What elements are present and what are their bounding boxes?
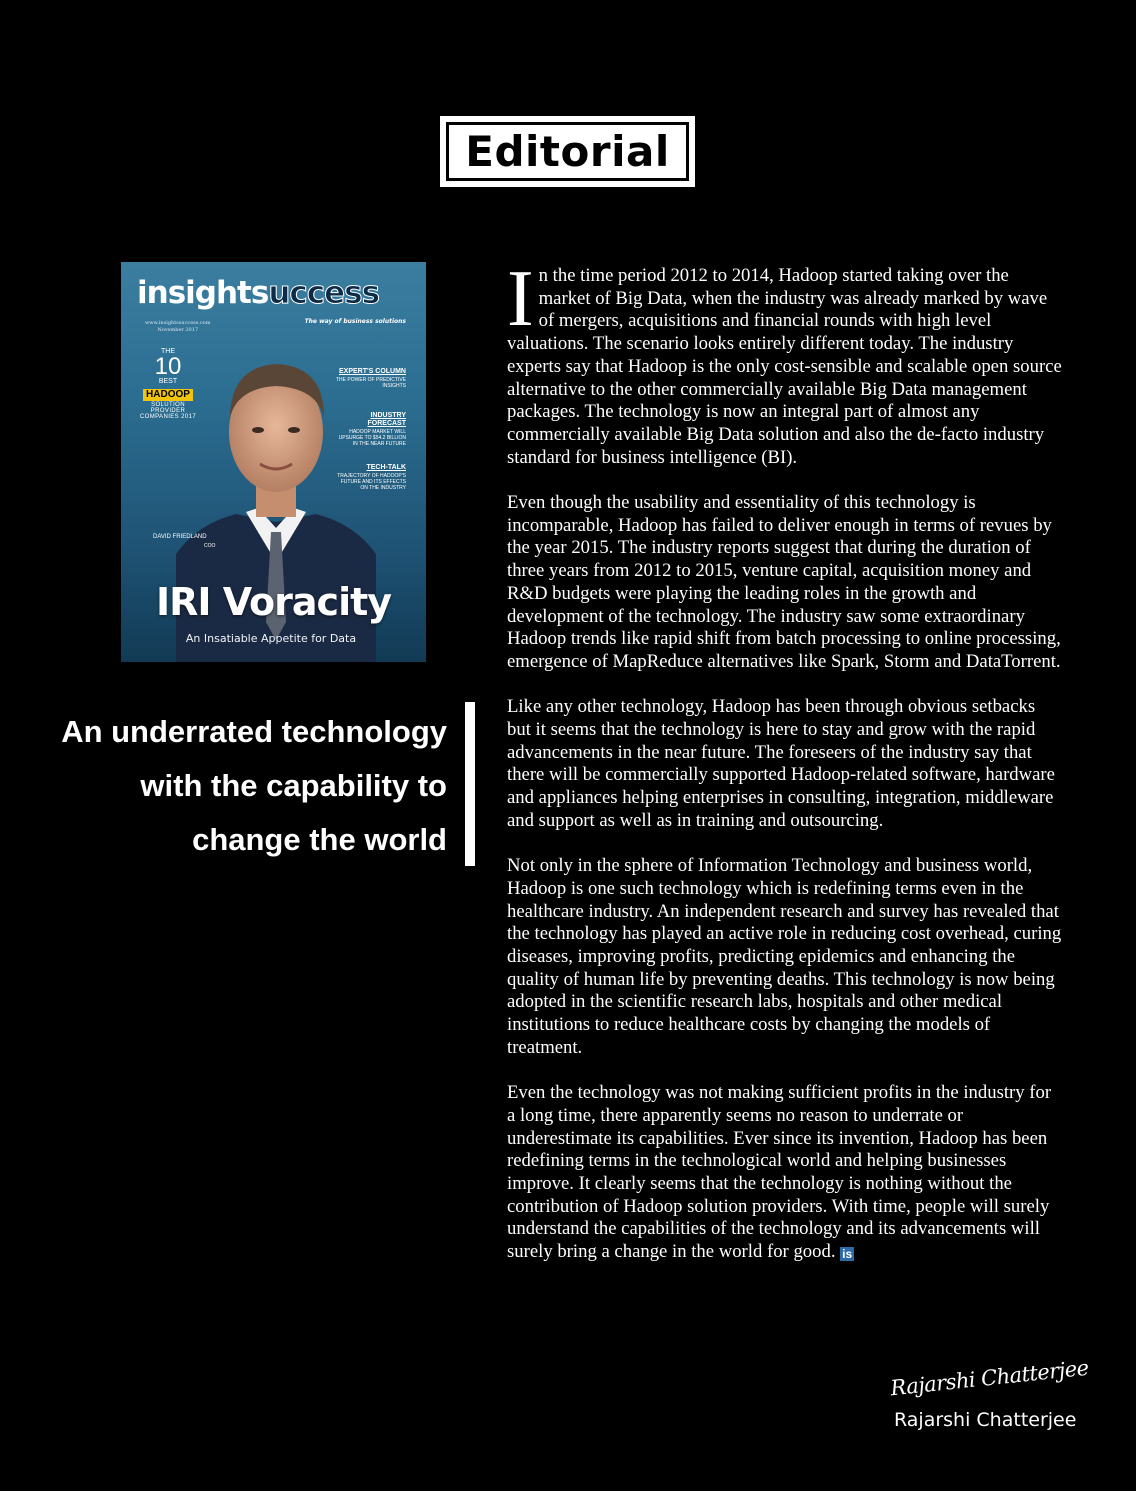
cover-url-text: www.insightssuccess.com — [145, 320, 211, 326]
top10-best: BEST — [158, 378, 178, 385]
cover-top10-badge — [135, 348, 201, 420]
cover-person-name: DAVID FRIEDLAND — [153, 534, 207, 540]
magazine-cover — [121, 262, 426, 662]
cover-column-1-head: EXPERT'S COLUMN — [338, 368, 406, 375]
pull-quote-line-2: with the capability to — [140, 768, 447, 803]
editorial-heading-inner — [446, 122, 689, 181]
pull-quote-divider — [465, 702, 475, 866]
top10-hadoop: HADOOP — [143, 389, 193, 401]
cover-column-3-text: TRAJECTORY OF HADOOP'S FUTURE AND ITS EFFECTS ON THE INDUSTRY — [337, 473, 406, 491]
top10-sub1: SOLUTION PROVIDER — [150, 402, 186, 414]
handwritten-signature: Rajarshi Chatterjee — [889, 1355, 1090, 1401]
cover-column-1 — [336, 368, 406, 390]
cover-column-3 — [336, 464, 406, 491]
cover-logo-a: insights — [137, 275, 269, 311]
pull-quote — [20, 705, 447, 867]
cover-column-2-text: HADOOP MARKET WILL UPSURGE TO $54.2 BILLION IN THE NEAR FUTURE — [338, 429, 406, 447]
article-paragraph-3: Like any other technology, Hadoop has been through obvious setbacks but it seems that the technology is here to stay and grow with the rapid advancements in the near future. The foreseers of the industry say that there will be commercially supported Hadoop-related software, hardware and appliances helping enterprises in consulting, integration, middleware and support as well as in training and outsourcing. — [507, 696, 1055, 831]
article-paragraph-1 — [507, 255, 1062, 469]
article-paragraph-5 — [507, 1082, 1062, 1264]
cover-logo-b: uccess — [268, 275, 380, 311]
cover-issue: November 2017 — [157, 326, 199, 333]
pull-quote-line-1: An underrated technology — [61, 714, 447, 749]
pull-quote-line-3: change the world — [192, 822, 447, 857]
article-body — [507, 255, 1062, 1287]
cover-column-2 — [336, 412, 406, 447]
end-mark-icon: is — [842, 1247, 853, 1262]
top10-sub2: COMPANIES 2017 — [139, 414, 197, 420]
cover-column-2-head: INDUSTRY FORECAST — [367, 412, 406, 428]
cover-subheadline: An Insatiable Appetite for Data — [185, 632, 357, 645]
editorial-heading-box — [440, 116, 695, 187]
cover-url — [145, 320, 210, 333]
article-paragraph-1-text: n the time period 2012 to 2014, Hadoop started taking over the market of Big Data, when the industry was already marked by wave of mergers, acquisitions and financial rounds with high level valuations. The scenario looks entirely different today. The industry experts say that Hadoop is the only cost-sensible and scalable open source alternative to the other commercially available Big Data management packages. The technology is now an integral part of almost any commercially available Big Data solution and also the de-facto industry standard for business intelligence (BI). — [507, 265, 1062, 468]
cover-column-1-text: THE POWER OF PREDICTIVE INSIGHTS — [336, 377, 407, 389]
article-paragraph-5-text: Even the technology was not making sufficient profits in the industry for a long time, there apparently seems no reason to underrate or underestimate its capabilities. Ever since its invention, Hadoop has been redefining terms in the technological world and helping businesses improve. It clearly seems that the technology is nothing without the contribution of Hadoop solution providers. With time, people will surely understand the capabilities of the technology and its advancements will surely bring a change in the world for good. — [507, 1082, 1052, 1263]
article-paragraph-2: Even though the usability and essentiality of this technology is incomparable, Hadoop has failed to deliver enough in terms of revues by the year 2015. The industry reports suggest that during the duration of three years from 2012 to 2015, venture capital, acquisition money and R&D budgets were playing the leading roles in the growth and development of the technology. The industry saw some extraordinary Hadoop trends like rapid shift from batch processing to online processing, emergence of MapReduce alternatives like Spark, Storm and DataTorrent. — [507, 492, 1061, 672]
cover-column-3-head: TECH-TALK — [366, 464, 406, 471]
cover-logo — [137, 275, 380, 311]
top10-number: 10 — [154, 353, 182, 380]
article-paragraph-4: Not only in the sphere of Information Technology and business world, Hadoop is one such technology which is redefining terms even in the healthcare industry. An independent research and survey has revealed that the technology has played an active role in reducing cost overhead, curing diseases, improving profits, predicting epidemics and enhancing the quality of human life by preventing deaths. This technology is now being adopted in the scientific research labs, hospitals and other medical institutions to reduce healthcare costs by changing the models of treatment. — [507, 855, 1062, 1058]
cover-tagline: The way of business solutions — [304, 318, 406, 325]
page-title: Editorial — [465, 126, 670, 176]
author-name: Rajarshi Chatterjee — [894, 1409, 1077, 1431]
drop-cap: I — [507, 255, 534, 343]
cover-headline: IRI Voracity — [155, 580, 392, 624]
top10-the: THE — [161, 348, 175, 355]
cover-person-role: COO — [204, 543, 216, 549]
